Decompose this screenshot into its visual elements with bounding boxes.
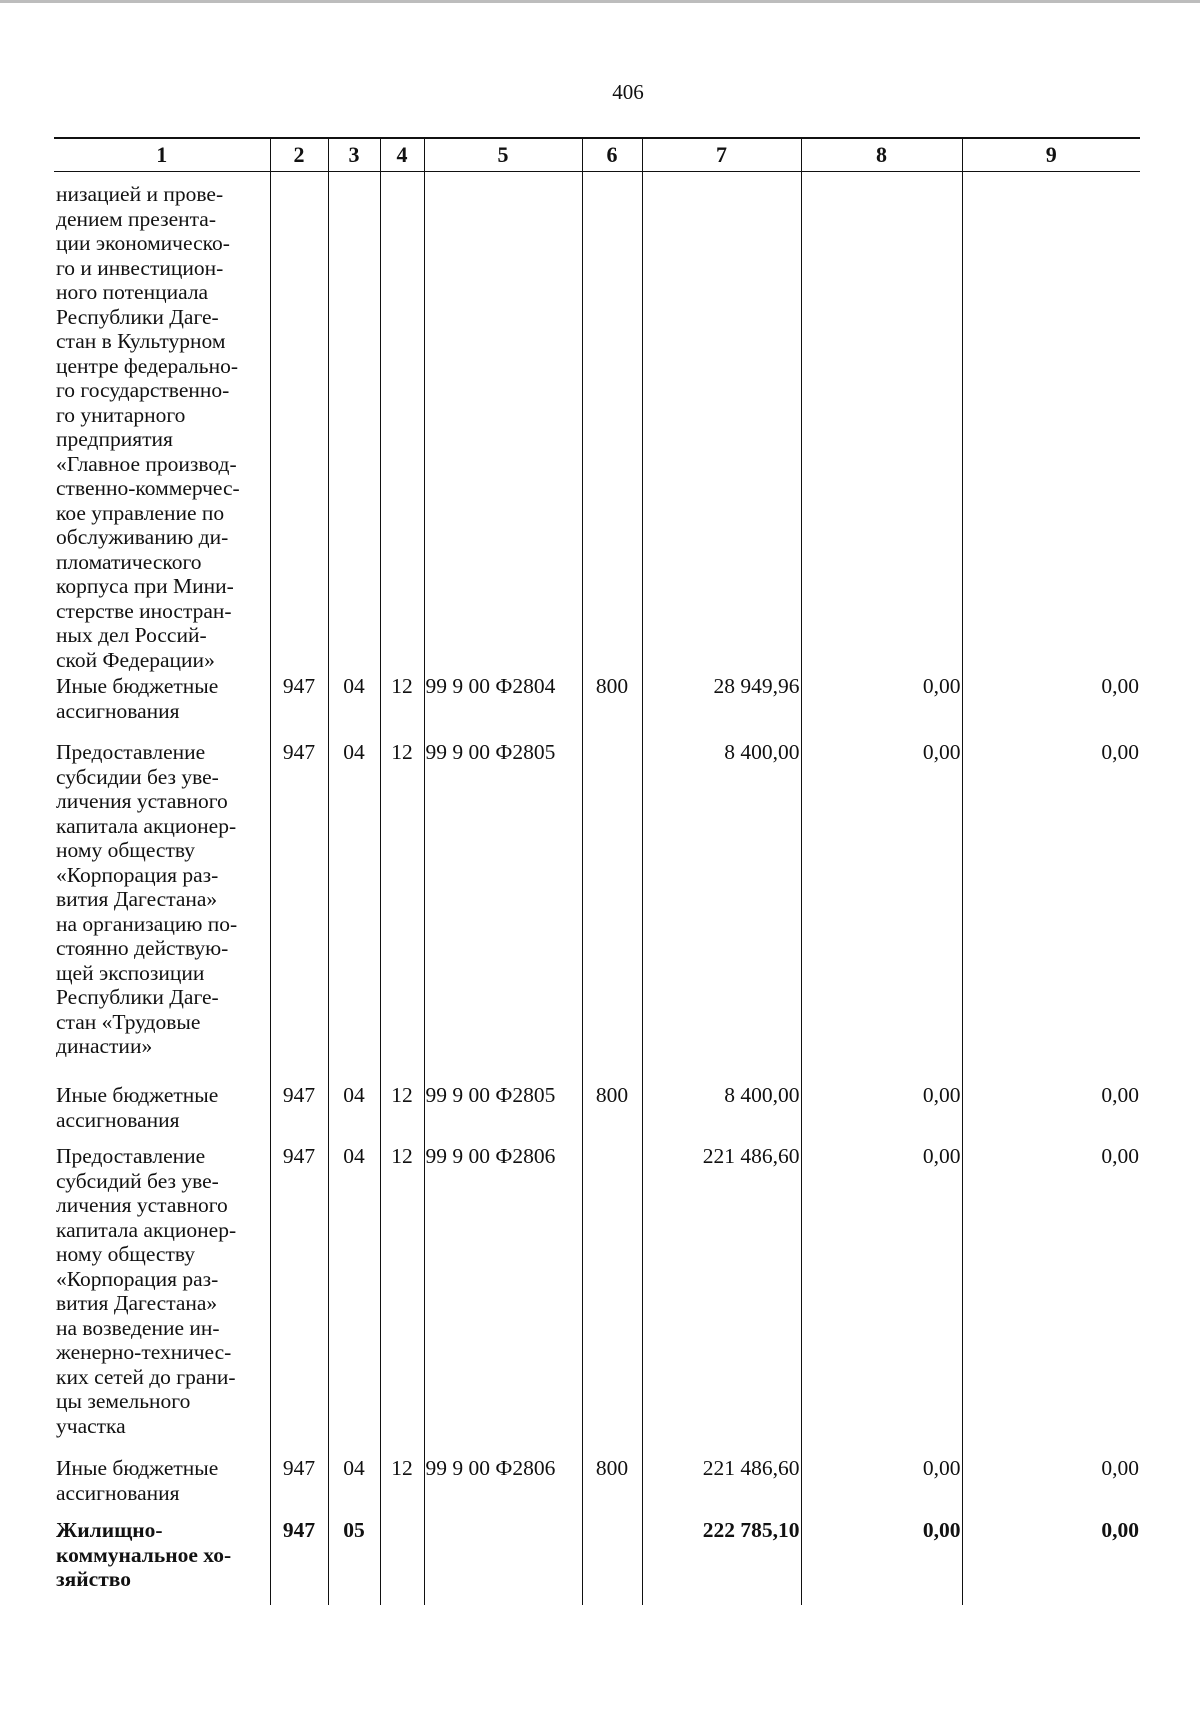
row-description: Иные бюджетные ассигнования bbox=[54, 1081, 270, 1143]
row-description: Иные бюджетные ассигнования bbox=[54, 672, 270, 737]
amount-col-8: 0,00 bbox=[801, 1513, 962, 1605]
table-row bbox=[54, 672, 1140, 737]
expense-type-code bbox=[582, 172, 642, 673]
table-row bbox=[54, 1081, 1140, 1143]
amount-col-7: 222 785,10 bbox=[642, 1513, 801, 1605]
row-description: Предоставление субсидий без уве- личения уставного капитала акционер- ному обществу «Корпорация раз- вития Дагестана» на возведение ин- женерно-техничес- ких сетей до грани- цы земельного участка bbox=[54, 1143, 270, 1455]
amount-col-8: 0,00 bbox=[801, 1143, 962, 1455]
expense-type-code bbox=[582, 1143, 642, 1455]
target-article-code: 99 9 00 Ф2804 bbox=[424, 672, 582, 737]
amount-col-7: 8 400,00 bbox=[642, 1081, 801, 1143]
amount-col-9: 0,00 bbox=[962, 672, 1140, 737]
section-code: 04 bbox=[328, 1081, 380, 1143]
ministry-code: 947 bbox=[270, 1455, 328, 1513]
header-row bbox=[54, 138, 1140, 172]
table-row bbox=[54, 1513, 1140, 1605]
column-header-8: 8 bbox=[801, 138, 962, 172]
subsection-code bbox=[380, 172, 424, 673]
budget-table bbox=[54, 137, 1140, 1605]
subsection-code: 12 bbox=[380, 1143, 424, 1455]
column-header-1: 1 bbox=[54, 138, 270, 172]
column-header-3: 3 bbox=[328, 138, 380, 172]
table-row bbox=[54, 1455, 1140, 1513]
expense-type-code bbox=[582, 1513, 642, 1605]
amount-col-7: 8 400,00 bbox=[642, 737, 801, 1081]
ministry-code bbox=[270, 172, 328, 673]
ministry-code: 947 bbox=[270, 1143, 328, 1455]
amount-col-9 bbox=[962, 172, 1140, 673]
subsection-code: 12 bbox=[380, 1081, 424, 1143]
expense-type-code: 800 bbox=[582, 1081, 642, 1143]
target-article-code: 99 9 00 Ф2805 bbox=[424, 737, 582, 1081]
amount-col-9: 0,00 bbox=[962, 1081, 1140, 1143]
ministry-code: 947 bbox=[270, 737, 328, 1081]
amount-col-7: 28 949,96 bbox=[642, 672, 801, 737]
row-description: Иные бюджетные ассигнования bbox=[54, 1455, 270, 1513]
expense-type-code: 800 bbox=[582, 1455, 642, 1513]
amount-col-8: 0,00 bbox=[801, 737, 962, 1081]
target-article-code: 99 9 00 Ф2806 bbox=[424, 1455, 582, 1513]
amount-col-9: 0,00 bbox=[962, 1455, 1140, 1513]
row-description: Предоставление субсидии без уве- личения уставного капитала акционер- ному обществу «Корпорация раз- вития Дагестана» на организацию по- стоянно действую- щей экспозиции Республики Даге- стан «Трудовые династии» bbox=[54, 737, 270, 1081]
column-header-2: 2 bbox=[270, 138, 328, 172]
target-article-code: 99 9 00 Ф2806 bbox=[424, 1143, 582, 1455]
amount-col-8 bbox=[801, 172, 962, 673]
subsection-code: 12 bbox=[380, 1455, 424, 1513]
ministry-code: 947 bbox=[270, 1081, 328, 1143]
target-article-code bbox=[424, 1513, 582, 1605]
table-row bbox=[54, 737, 1140, 1081]
amount-col-7 bbox=[642, 172, 801, 673]
target-article-code: 99 9 00 Ф2805 bbox=[424, 1081, 582, 1143]
section-code: 04 bbox=[328, 1143, 380, 1455]
column-header-9: 9 bbox=[962, 138, 1140, 172]
target-article-code bbox=[424, 172, 582, 673]
amount-col-9: 0,00 bbox=[962, 1143, 1140, 1455]
amount-col-9: 0,00 bbox=[962, 737, 1140, 1081]
column-header-7: 7 bbox=[642, 138, 801, 172]
ministry-code: 947 bbox=[270, 1513, 328, 1605]
ministry-code: 947 bbox=[270, 672, 328, 737]
table-row bbox=[54, 172, 1140, 673]
subsection-code bbox=[380, 1513, 424, 1605]
page-number: 406 bbox=[612, 80, 644, 104]
amount-col-7: 221 486,60 bbox=[642, 1143, 801, 1455]
expense-type-code: 800 bbox=[582, 672, 642, 737]
amount-col-8: 0,00 bbox=[801, 1455, 962, 1513]
section-code bbox=[328, 172, 380, 673]
table-body bbox=[54, 172, 1140, 1606]
table-row bbox=[54, 1143, 1140, 1455]
subsection-code: 12 bbox=[380, 672, 424, 737]
section-code: 04 bbox=[328, 672, 380, 737]
section-code: 04 bbox=[328, 737, 380, 1081]
row-description: Жилищно- коммунальное хо- зяйство bbox=[54, 1513, 270, 1605]
row-description: низацией и прове- дением презента- ции экономическо- го и инвестицион- ного потенциала Республики Даге- стан в Культурном центре федерально- го государственно- го унитарного предприятия «Главное производ- ственно-коммерчес- кое управление по обслуживанию ди- пломатического корпуса при Мини- стерстве иностран- ных дел Россий- ской Федерации» bbox=[54, 172, 270, 673]
column-header-5: 5 bbox=[424, 138, 582, 172]
scan-edge bbox=[0, 0, 1200, 3]
section-code: 04 bbox=[328, 1455, 380, 1513]
amount-col-8: 0,00 bbox=[801, 672, 962, 737]
column-header-4: 4 bbox=[380, 138, 424, 172]
amount-col-8: 0,00 bbox=[801, 1081, 962, 1143]
expense-type-code bbox=[582, 737, 642, 1081]
subsection-code: 12 bbox=[380, 737, 424, 1081]
section-code: 05 bbox=[328, 1513, 380, 1605]
column-header-6: 6 bbox=[582, 138, 642, 172]
amount-col-9: 0,00 bbox=[962, 1513, 1140, 1605]
amount-col-7: 221 486,60 bbox=[642, 1455, 801, 1513]
